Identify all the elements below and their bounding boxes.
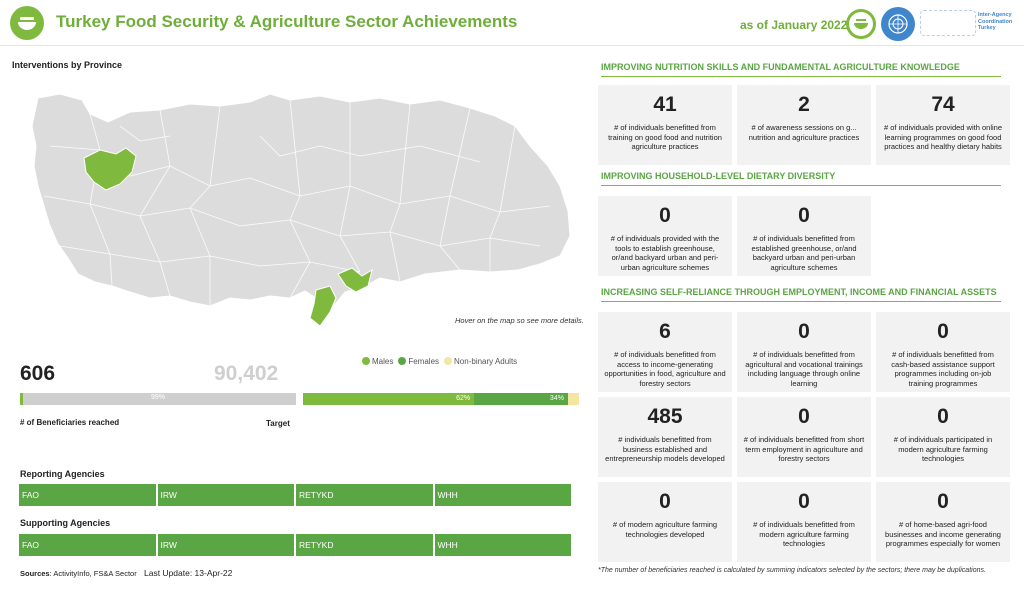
target-value: 90,402 bbox=[214, 362, 279, 385]
kpi-card: 0 # of individuals provided with the tools to establish greenhouse, or/and backyard urban and peri-urban agriculture schemes bbox=[598, 196, 732, 276]
kpi-card: 6 # of individuals benefitted from access to income-generating opportunities in food, agriculture and forestry sectors bbox=[598, 312, 732, 392]
kpi-card: 74 # of individuals provided with online learning programmes on good food practices and healthy dietary habits bbox=[876, 85, 1010, 165]
last-update: Last Update: 13-Apr-22 bbox=[144, 568, 233, 578]
gender-segment: 62% bbox=[303, 393, 474, 405]
turkey-map-outline bbox=[32, 94, 570, 324]
progress-label: 99% bbox=[150, 394, 165, 401]
beneficiaries-reached-value: 606 bbox=[20, 362, 56, 385]
reporting-agencies-row bbox=[19, 484, 571, 506]
sources-note: Sources: ActivityInfo, FS&A Sector bbox=[20, 569, 137, 578]
section-nutrition-title: IMPROVING NUTRITION SKILLS AND FUNDAMENTAL AGRICULTURE KNOWLEDGE bbox=[601, 62, 1001, 77]
legend-non-binary: Non-binary Adults bbox=[444, 357, 517, 366]
iac-logo-icon bbox=[920, 10, 976, 36]
gender-segment bbox=[568, 393, 579, 405]
reporting-agency-item[interactable]: RETYKD bbox=[296, 484, 433, 506]
header-bar bbox=[0, 0, 1024, 46]
un-emblem-icon bbox=[881, 7, 915, 41]
map-hover-note: Hover on the map so see more details. bbox=[455, 316, 584, 325]
legend-males: Males bbox=[362, 357, 393, 366]
beneficiaries-label: # of Beneficiaries reached bbox=[20, 418, 120, 427]
section-dietary-title: IMPROVING HOUSEHOLD-LEVEL DIETARY DIVERSITY bbox=[601, 171, 1001, 186]
kpi-card: 0 # of home-based agri-food businesses and income generating programmes especially for women bbox=[876, 482, 1010, 562]
reporting-agencies-title: Reporting Agencies bbox=[20, 469, 105, 479]
kpi-card: 0 # of individuals participated in modern agriculture farming technologies bbox=[876, 397, 1010, 477]
supporting-agency-item[interactable]: RETYKD bbox=[296, 534, 433, 556]
map-title: Interventions by Province bbox=[12, 60, 123, 70]
reporting-agency-item[interactable]: WHH bbox=[435, 484, 572, 506]
gender-legend bbox=[362, 357, 517, 366]
kpi-card: 0 # of individuals benefitted from cash-based assistance support programmes including on-job training programmes bbox=[876, 312, 1010, 392]
page-title: Turkey Food Security & Agriculture Sector Achievements bbox=[56, 12, 518, 31]
kpi-card: 2 # of awareness sessions on g... nutrition and agriculture practices bbox=[737, 85, 871, 165]
gender-split-bar[interactable] bbox=[303, 393, 579, 405]
supporting-agency-item[interactable]: IRW bbox=[158, 534, 295, 556]
legend-females: Females bbox=[398, 357, 439, 366]
kpi-card: 0 # of individuals benefitted from modern agriculture farming technologies bbox=[737, 482, 871, 562]
iac-logo-text: Inter-Agency Coordination Turkey bbox=[978, 12, 1013, 31]
target-label: Target bbox=[266, 419, 290, 428]
kpi-card: 0 # of modern agriculture farming technologies developed bbox=[598, 482, 732, 562]
food-bowl-icon bbox=[10, 6, 44, 40]
supporting-agencies-row bbox=[19, 534, 571, 556]
beneficiaries-progress-bar bbox=[20, 393, 296, 405]
food-security-logo-icon bbox=[846, 9, 876, 39]
kpi-card: 0 # of individuals benefitted from short term employment in agriculture and forestry sectors bbox=[737, 397, 871, 477]
supporting-agency-item[interactable]: FAO bbox=[19, 534, 156, 556]
kpi-card: 0 # of individuals benefitted from agricultural and vocational trainings including language through online learning bbox=[737, 312, 871, 392]
reporting-agency-item[interactable]: FAO bbox=[19, 484, 156, 506]
kpi-card: 41 # of individuals benefitted from training on good food and nutrition agriculture practices bbox=[598, 85, 732, 165]
supporting-agencies-title: Supporting Agencies bbox=[20, 518, 111, 528]
supporting-agency-item[interactable]: WHH bbox=[435, 534, 572, 556]
section-self-reliance-title: INCREASING SELF-RELIANCE THROUGH EMPLOYMENT, INCOME AND FINANCIAL ASSETS bbox=[601, 287, 1001, 302]
gender-segment: 34% bbox=[474, 393, 568, 405]
reporting-agency-item[interactable]: IRW bbox=[158, 484, 295, 506]
province-map[interactable] bbox=[20, 86, 580, 336]
kpi-card: 485 # individuals benefitted from business established and entrepreneurship models developed bbox=[598, 397, 732, 477]
footnote: *The number of beneficiaries reached is calculated by summing indicators selected by the sectors; there may be duplications. bbox=[598, 567, 986, 574]
kpi-card: 0 # of individuals benefitted from established greenhouse, or/and backyard urban and peri-urban agriculture schemes bbox=[737, 196, 871, 276]
as-of-date: as of January 2022 bbox=[740, 18, 848, 32]
